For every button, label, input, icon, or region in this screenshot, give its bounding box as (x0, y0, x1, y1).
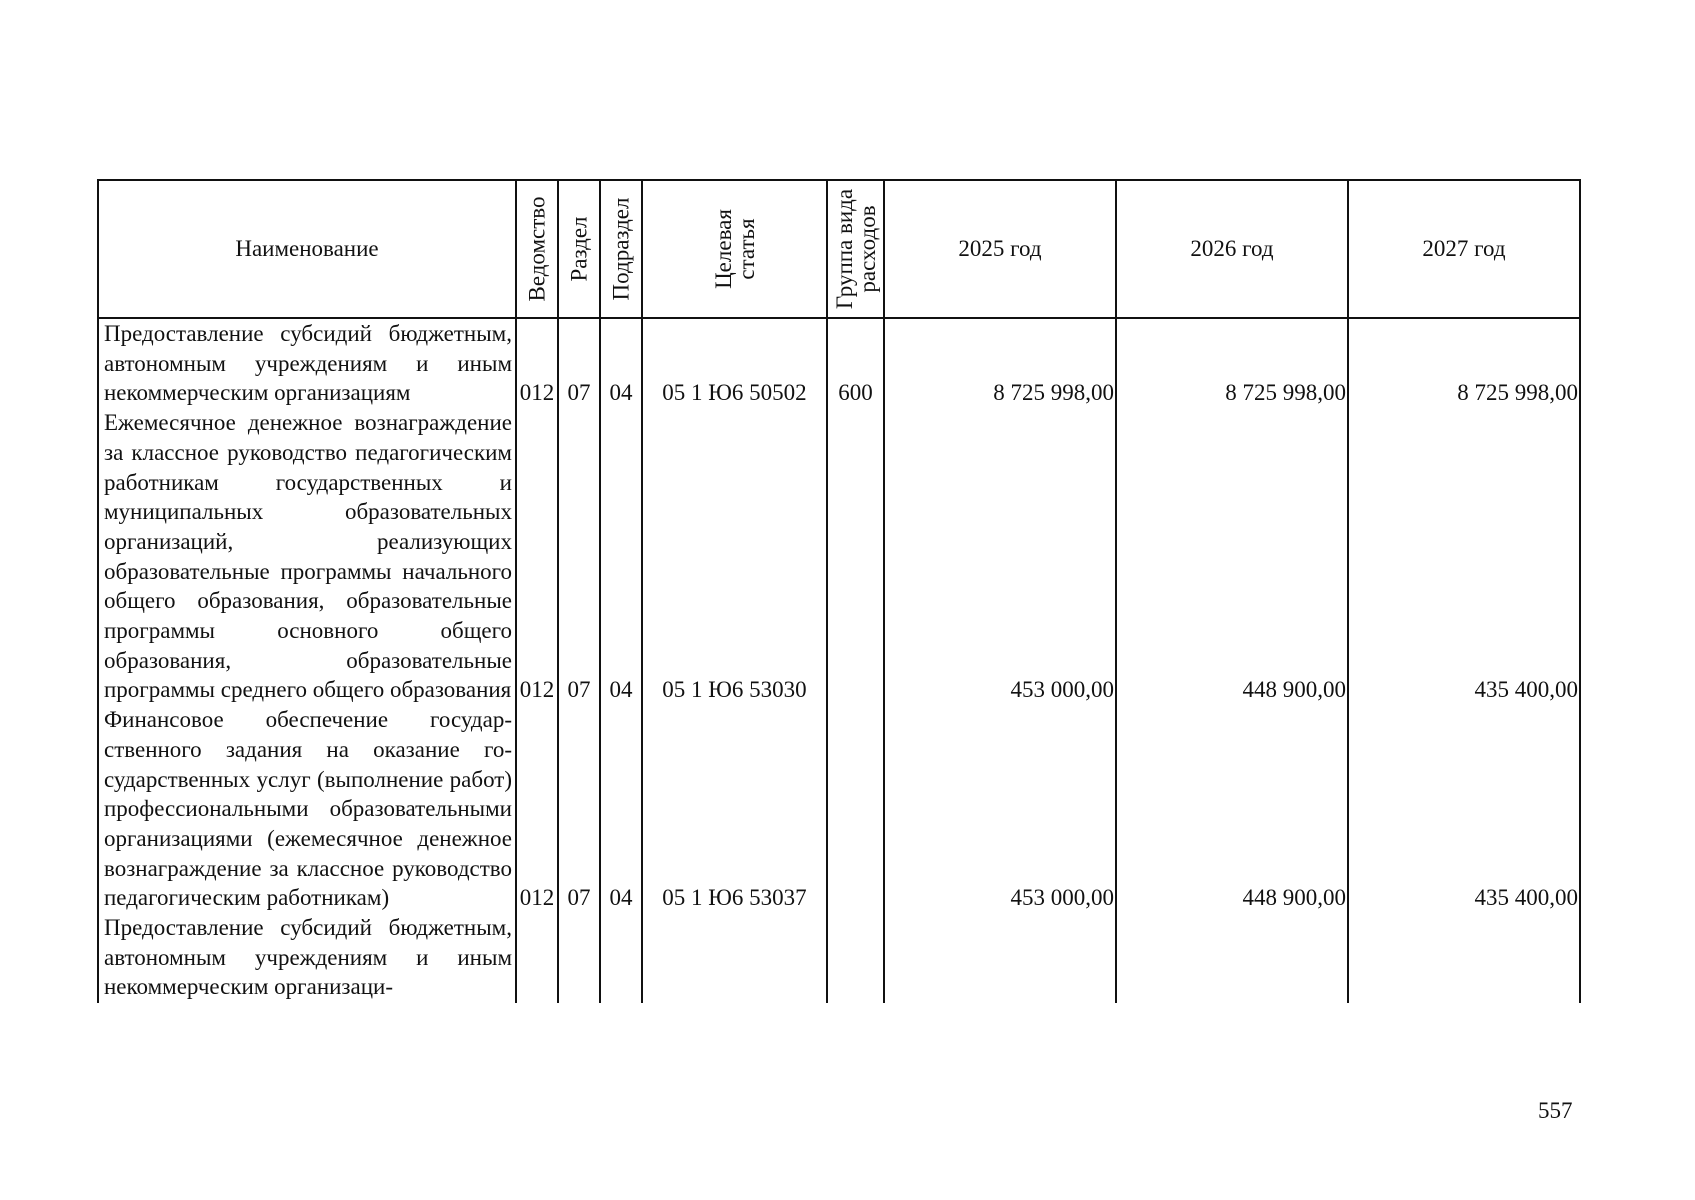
row-subsection: 04 (600, 318, 642, 408)
row-department: 012 (516, 705, 558, 913)
row-2025 (884, 913, 1116, 1003)
row-expense-group (827, 408, 884, 705)
row-2027: 435 400,00 (1348, 705, 1580, 913)
row-2027: 8 725 998,00 (1348, 318, 1580, 408)
header-name: Наименование (98, 180, 516, 318)
row-2025: 453 000,00 (884, 705, 1116, 913)
header-expense-group: Группа вида расходов (827, 180, 884, 318)
row-section: 07 (558, 318, 600, 408)
row-target-article (642, 913, 827, 1003)
table-row (98, 705, 1580, 913)
header-2025: 2025 год (884, 180, 1116, 318)
header-2026: 2026 год (1116, 180, 1348, 318)
row-section: 07 (558, 705, 600, 913)
row-2025: 453 000,00 (884, 408, 1116, 705)
row-name: Предоставление субсидий бюджетным, автономным учреждениям и иным некоммерческим организаци- (98, 913, 516, 1003)
row-expense-group (827, 913, 884, 1003)
row-target-article: 05 1 Ю6 53030 (642, 408, 827, 705)
row-2027 (1348, 913, 1580, 1003)
row-name: Финансовое обеспечение государственного задания на оказание государственных услуг (выполнение работ) профессиональными образовательными организациями (ежемесячное денежное вознаграждение за классное руководство педагогическим работникам) (98, 705, 516, 913)
table-row (98, 318, 1580, 408)
row-target-article: 05 1 Ю6 50502 (642, 318, 827, 408)
header-target-article: Целевая статья (642, 180, 827, 318)
row-2026 (1116, 913, 1348, 1003)
row-expense-group: 600 (827, 318, 884, 408)
table-row (98, 913, 1580, 1003)
row-2026: 8 725 998,00 (1116, 318, 1348, 408)
row-name: Предоставление субсидий бюджетным, автономным учреждениям и иным некоммерческим организациям (98, 318, 516, 408)
row-department: 012 (516, 318, 558, 408)
header-row (98, 180, 1580, 318)
row-expense-group (827, 705, 884, 913)
row-subsection: 04 (600, 705, 642, 913)
header-section: Раздел (558, 180, 600, 318)
row-subsection: 04 (600, 408, 642, 705)
row-target-article: 05 1 Ю6 53037 (642, 705, 827, 913)
row-section (558, 913, 600, 1003)
header-2027: 2027 год (1348, 180, 1580, 318)
row-2026: 448 900,00 (1116, 705, 1348, 913)
row-subsection (600, 913, 642, 1003)
header-department: Ведомство (516, 180, 558, 318)
row-name: Ежемесячное денежное вознаграждение за классное руководство педагогическим работникам государственных и муниципальных образовательных организаций, реализующих образовательные программы начального общего образования, образовательные программы основного общего образования, образовательные программы среднего общего образования (98, 408, 516, 705)
row-2026: 448 900,00 (1116, 408, 1348, 705)
row-2025: 8 725 998,00 (884, 318, 1116, 408)
row-section: 07 (558, 408, 600, 705)
table-row (98, 408, 1580, 705)
page-number: 557 (1538, 1098, 1573, 1123)
row-2027: 435 400,00 (1348, 408, 1580, 705)
budget-table (97, 179, 1581, 1003)
header-subsection: Подраздел (600, 180, 642, 318)
row-department (516, 913, 558, 1003)
row-department: 012 (516, 408, 558, 705)
